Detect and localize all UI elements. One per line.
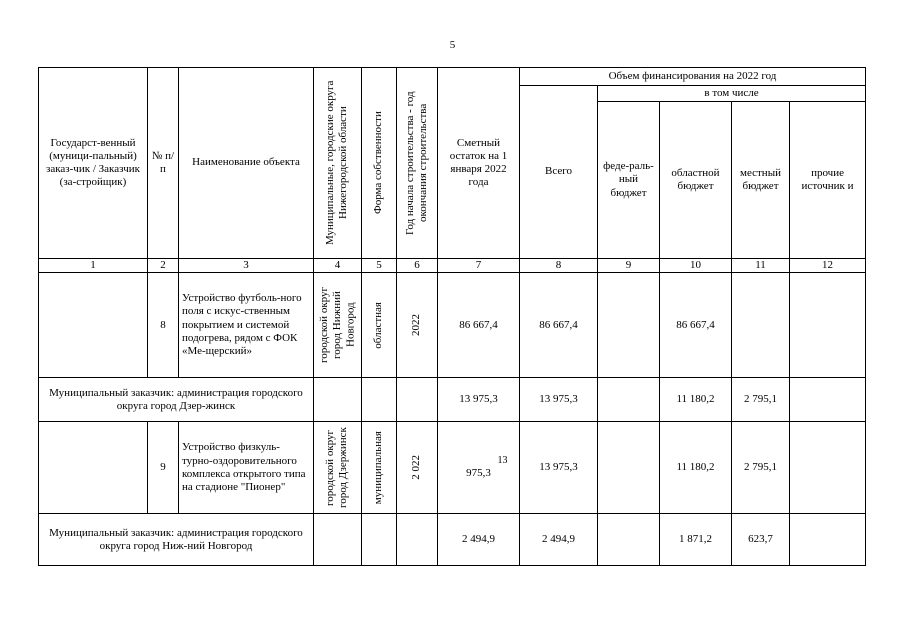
cell-empty <box>397 378 438 422</box>
cell-other <box>790 378 866 422</box>
header-num: № п/п <box>148 68 179 259</box>
column-number: 11 <box>732 259 790 273</box>
cell-federal <box>598 378 660 422</box>
cell-balance <box>438 422 520 514</box>
column-number: 3 <box>179 259 314 273</box>
cell-year <box>397 422 438 514</box>
cell-num: 9 <box>148 422 179 514</box>
cell-ownership <box>362 273 397 378</box>
header-municipality-text: Муниципальные, городские округа Нижегородской области <box>324 80 350 246</box>
cell-balance: 2 494,9 <box>438 514 520 566</box>
table-row <box>39 273 866 378</box>
cell-object-name: Устройство физкуль-турно-оздоровительного комплекса открытого типа на стадионе "Пионер" <box>179 422 314 514</box>
cell-customer: Муниципальный заказчик: администрация городского округа город Дзер-жинск <box>39 378 314 422</box>
cell-total: 13 975,3 <box>520 422 598 514</box>
cell-local: 623,7 <box>732 514 790 566</box>
header-years-text: Год начала строительства - год окончания строительства <box>403 91 429 235</box>
column-number: 8 <box>520 259 598 273</box>
cell-customer-empty <box>39 422 148 514</box>
financing-table <box>38 67 866 566</box>
header-financing: Объем финансирования на 2022 год <box>520 68 866 86</box>
cell-total: 13 975,3 <box>520 378 598 422</box>
table-row <box>39 422 866 514</box>
cell-ownership-text: муниципальная <box>372 431 385 505</box>
cell-customer: Муниципальный заказчик: администрация городского округа город Ниж-ний Новгород <box>39 514 314 566</box>
header-regional: областной бюджет <box>660 102 732 259</box>
cell-regional: 11 180,2 <box>660 378 732 422</box>
cell-total: 86 667,4 <box>520 273 598 378</box>
cell-municipality-text: городской округ город Дзержинск <box>324 427 350 509</box>
header-ownership <box>362 68 397 259</box>
cell-local: 2 795,1 <box>732 422 790 514</box>
column-number: 4 <box>314 259 362 273</box>
cell-balance-part-1: 13 <box>497 455 508 467</box>
column-number: 6 <box>397 259 438 273</box>
cell-federal <box>598 422 660 514</box>
cell-object-name: Устройство футболь-ного поля с искус-ственным покрытием и системой подогрева, рядом с ФОК «Ме-щерский» <box>179 273 314 378</box>
column-number: 5 <box>362 259 397 273</box>
cell-municipality-text: городской округ город Нижний Новгород <box>317 287 357 364</box>
header-balance: Сметный остаток на 1 января 2022 года <box>438 68 520 259</box>
cell-regional: 1 871,2 <box>660 514 732 566</box>
column-number: 9 <box>598 259 660 273</box>
cell-regional: 86 667,4 <box>660 273 732 378</box>
cell-total: 2 494,9 <box>520 514 598 566</box>
cell-year-text: 2 022 <box>410 455 423 481</box>
cell-other <box>790 273 866 378</box>
cell-empty <box>397 514 438 566</box>
cell-federal <box>598 514 660 566</box>
header-customer: Государст-венный (муници-пальный) заказ-чик / Заказчик (за-стройщик) <box>39 68 148 259</box>
cell-ownership-text: областная <box>372 301 385 349</box>
column-number: 2 <box>148 259 179 273</box>
column-numbers-row <box>39 259 866 273</box>
table-row <box>39 514 866 566</box>
cell-balance: 86 667,4 <box>438 273 520 378</box>
table-row <box>39 378 866 422</box>
header-other: прочие источник и <box>790 102 866 259</box>
cell-balance: 13 975,3 <box>438 378 520 422</box>
page-number: 5 <box>449 39 456 51</box>
cell-customer-empty <box>39 273 148 378</box>
column-number: 10 <box>660 259 732 273</box>
cell-year-text: 2022 <box>410 314 423 337</box>
cell-empty <box>362 514 397 566</box>
cell-regional: 11 180,2 <box>660 422 732 514</box>
cell-empty <box>314 514 362 566</box>
cell-other <box>790 422 866 514</box>
header-total: Всего <box>520 86 598 259</box>
cell-local <box>732 273 790 378</box>
cell-empty <box>314 378 362 422</box>
header-ownership-text: Форма собственности <box>372 111 385 215</box>
cell-other <box>790 514 866 566</box>
header-municipality <box>314 68 362 259</box>
column-number: 12 <box>790 259 866 273</box>
cell-municipality <box>314 422 362 514</box>
header-years <box>397 68 438 259</box>
cell-empty <box>362 378 397 422</box>
cell-balance-part-2: 975,3 <box>466 467 491 480</box>
header-federal: феде-раль-ный бюджет <box>598 102 660 259</box>
cell-ownership <box>362 422 397 514</box>
cell-local: 2 795,1 <box>732 378 790 422</box>
column-number: 7 <box>438 259 520 273</box>
cell-municipality <box>314 273 362 378</box>
cell-federal <box>598 273 660 378</box>
column-number: 1 <box>39 259 148 273</box>
header-name: Наименование объекта <box>179 68 314 259</box>
header-local: местный бюджет <box>732 102 790 259</box>
header-including: в том числе <box>598 86 866 102</box>
cell-num: 8 <box>148 273 179 378</box>
cell-year <box>397 273 438 378</box>
